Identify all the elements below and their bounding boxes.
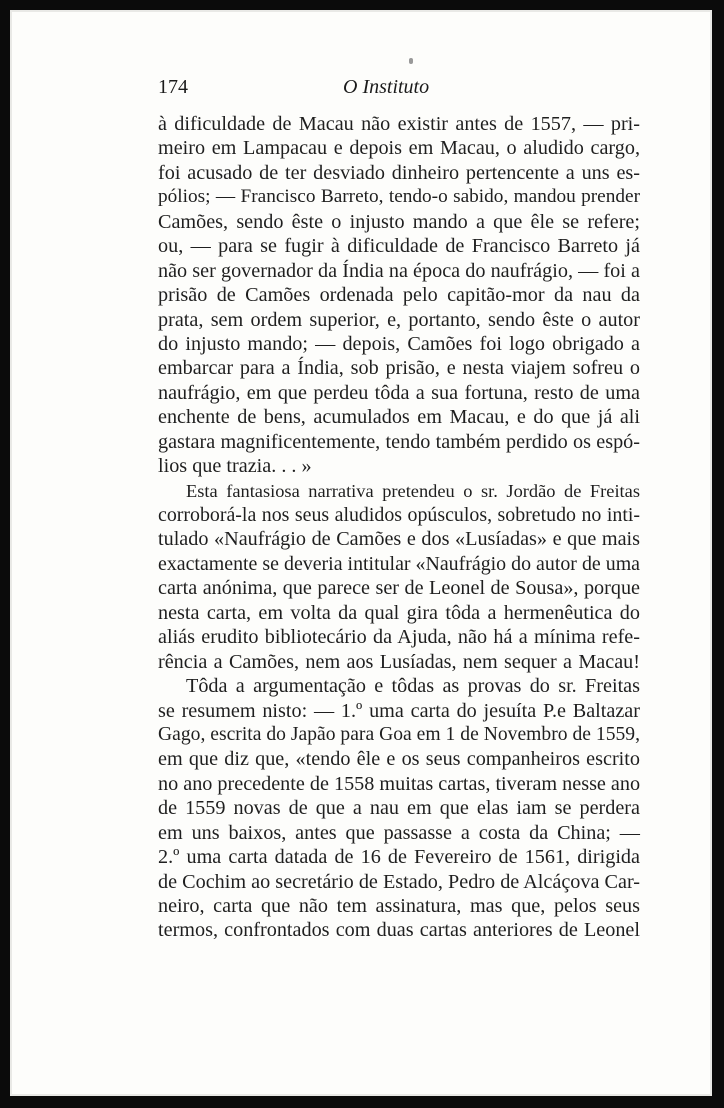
text-line: foi acusado de ter desviado dinheiro pertencente a uns es- (158, 161, 640, 184)
text-line: aliás erudito bibliotecário da Ajuda, não há a mínima refe- (158, 626, 640, 649)
body-text (158, 112, 640, 943)
text-line: enchente de bens, acumulados em Macau, e do que já ali (158, 406, 640, 429)
ink-speck (409, 58, 413, 64)
text-line: pólios; — Francisco Barreto, tendo-o sabido, mandou prender (158, 186, 640, 208)
text-line: no ano precedente de 1558 muitas cartas, tiveram nesse ano (158, 772, 641, 795)
book-page (10, 10, 712, 1096)
text-line: rência a Camões, nem aos Lusíadas, nem sequer a Macau! (158, 650, 640, 673)
page-number: 174 (158, 76, 188, 98)
text-line: naufrágio, em que perdeu tôda a sua fortuna, resto de uma (158, 381, 640, 404)
text-line: termos, confrontados com duas cartas anteriores de Leonel (158, 919, 640, 942)
text-line: do injusto mando; — depois, Camões foi logo obrigado a (158, 332, 640, 355)
text-line: lios que trazia. . . » (158, 455, 312, 478)
text-line: embarcar para a Índia, sob prisão, e nesta viajem sofreu o (158, 357, 640, 380)
text-line: prisão de Camões ordenada pelo capitão-mor da nau da (158, 284, 640, 307)
text-line: neiro, carta que não tem assinatura, mas que, pelos seus (158, 895, 640, 917)
text-line: meiro em Lampacau e depois em Macau, o aludido cargo, (158, 137, 640, 160)
text-line: em que diz que, «tendo êle e os seus companheiros escrito (158, 748, 640, 771)
text-line: Tôda a argumentação e tôdas as provas do sr. Freitas (186, 675, 640, 698)
text-line: Esta fantasiosa narrativa pretendeu o sr. Jordão de Freitas (186, 480, 640, 501)
text-line: Camões, sendo êste o injusto mando a que êle se refere; (158, 210, 640, 233)
text-line: se resumem nisto: — 1.º uma carta do jesuíta P.e Baltazar (158, 699, 640, 722)
text-line: exactamente se deveria intitular «Naufrágio do autor de uma (158, 552, 640, 575)
text-line: nesta carta, em volta da qual gira tôda a hermenêutica do (158, 601, 640, 624)
text-line: em uns baixos, antes que passasse a costa da China; — (158, 821, 640, 844)
text-line: de 1559 novas de que a nau em que elas iam se perdera (158, 797, 640, 820)
text-line: Gago, escrita do Japão para Goa em 1 de Novembro de 1559, (158, 723, 640, 745)
text-line: corroborá-la nos seus aludidos opúsculos, sobretudo no inti- (158, 504, 640, 526)
text-line: prata, sem ordem superior, e, portanto, sendo êste o autor (158, 308, 640, 331)
text-line: tulado «Naufrágio de Camões e dos «Lusíadas» e que mais (158, 528, 640, 551)
text-line: ou, — para se fugir à dificuldade de Francisco Barreto já (158, 235, 640, 258)
page-header (158, 74, 640, 104)
text-line: gastara magnificentemente, tendo também perdido os espó- (158, 430, 640, 453)
running-head: O Instituto (343, 76, 430, 98)
text-line: carta anónima, que parece ser de Leonel de Sousa», porque (158, 577, 640, 600)
text-line: de Cochim ao secretário de Estado, Pedro de Alcáçova Car- (158, 870, 640, 893)
text-line: à dificuldade de Macau não existir antes de 1557, — pri- (158, 113, 640, 135)
text-line: 2.º uma carta datada de 16 de Fevereiro de 1561, dirigida (158, 846, 640, 869)
text-line: não ser governador da Índia na época do naufrágio, — foi a (158, 259, 640, 282)
